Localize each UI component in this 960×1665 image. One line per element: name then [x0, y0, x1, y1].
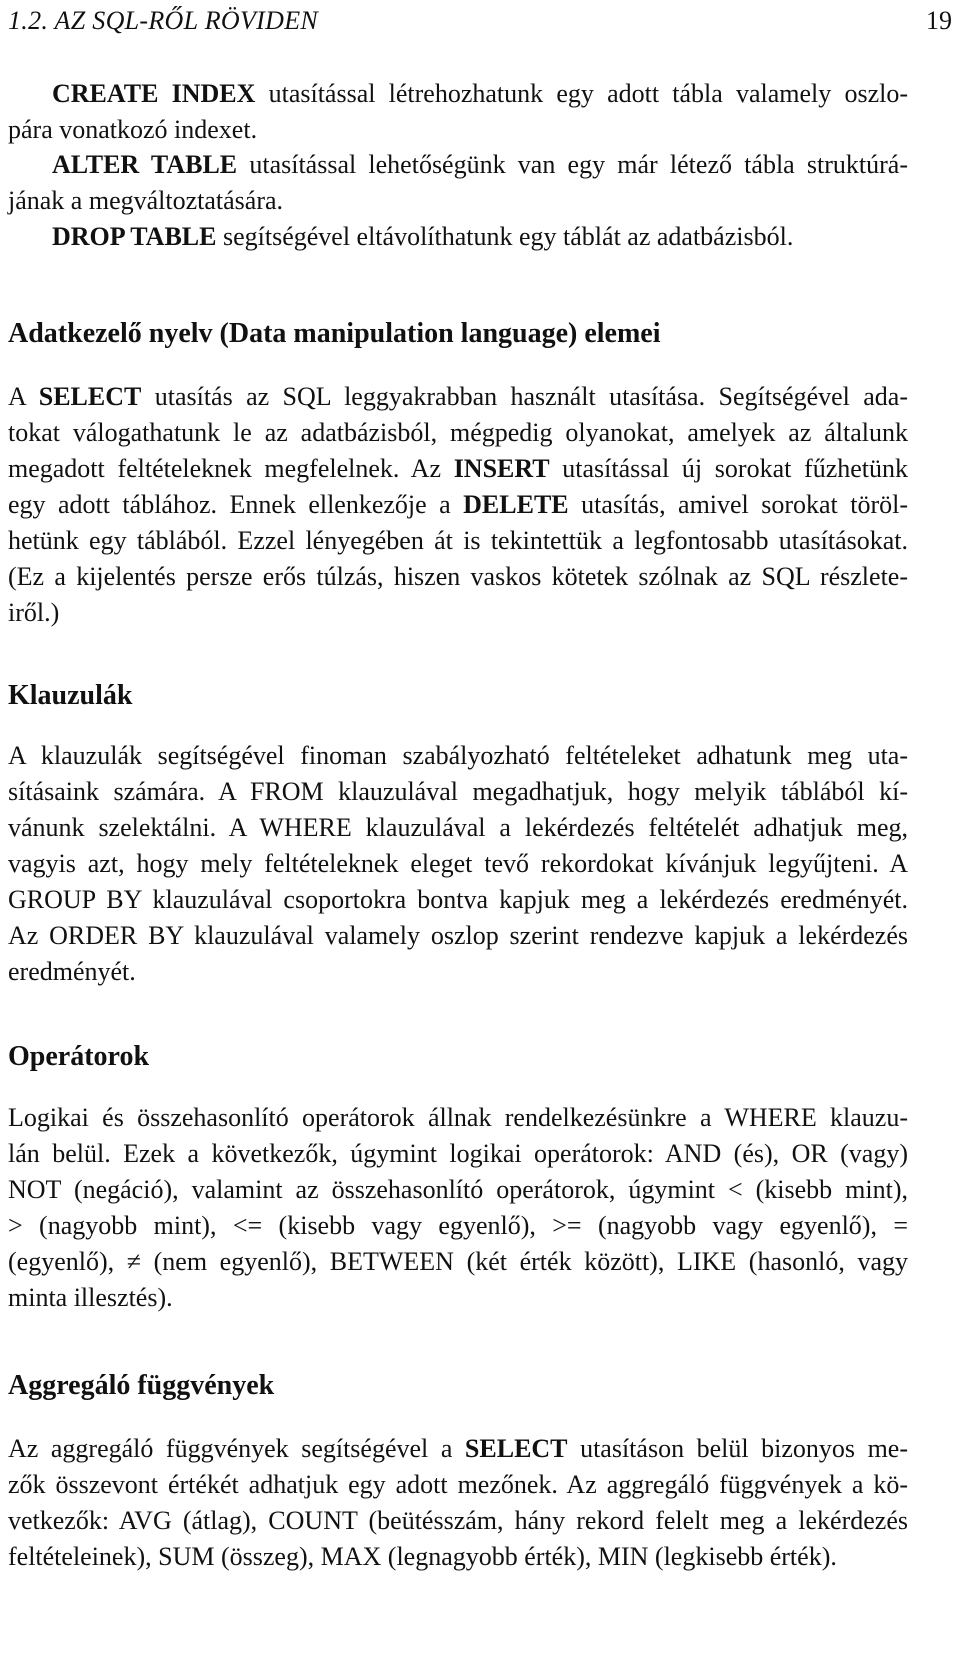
text-line: zők összevont értékét adhatjuk egy adott mezőnek. Az aggregáló függvények a kö- — [8, 1470, 908, 1499]
text-line: vetkezők: AVG (átlag), COUNT (beütésszám, hány rekord felelt meg a lekérdezés — [8, 1506, 908, 1535]
text-line — [8, 379, 908, 415]
text-line: hetünk egy táblából. Ezzel lényegében át is tekintettük a legfontosabb utasításokat. — [8, 526, 908, 555]
section-heading-klauzulak: Klauzulák — [8, 680, 133, 711]
keyword-delete: DELETE — [463, 490, 569, 519]
text-line: NOT (negáció), valamint az összehasonlító operátorok, úgymint < (kisebb mint), — [8, 1175, 908, 1204]
text-run: utasításon belül bizonyos me- — [567, 1434, 909, 1463]
keyword-alter-table: ALTER TABLE — [52, 150, 238, 179]
text-line: (egyenlő), ≠ (nem egyenlő), BETWEEN (két érték között), LIKE (hasonló, vagy — [8, 1247, 908, 1276]
text-run: utasítással új sorokat fűzhetünk — [549, 454, 908, 483]
text-line: vagyis azt, hogy mely feltételeknek eleget tevő rekordokat kívánjuk legyűjteni. A — [8, 849, 908, 878]
text-line — [8, 487, 908, 523]
text-run: megadott feltételeknek megfelelnek. Az — [8, 454, 454, 483]
keyword-create-index: CREATE INDEX — [52, 79, 256, 108]
text-run: segítségével eltávolíthatunk egy táblát az adatbázisból. — [216, 222, 794, 251]
text-line: > (nagyobb mint), <= (kisebb vagy egyenlő), >= (nagyobb vagy egyenlő), = — [8, 1211, 908, 1240]
text-line: eredményét. — [8, 957, 136, 986]
text-line: GROUP BY klauzulával csoportokra bontva kapjuk meg a lekérdezés eredményét. — [8, 885, 908, 914]
text-line: jának a megváltoztatására. — [8, 186, 284, 215]
keyword-select: SELECT — [38, 382, 142, 411]
section-heading-dml: Adatkezelő nyelv (Data manipulation language) elemei — [8, 318, 661, 349]
create-index-paragraph — [8, 76, 908, 148]
text-line: pára vonatkozó indexet. — [8, 115, 258, 144]
text-line: Logikai és összehasonlító operátorok állnak rendelkezésünkre a WHERE klauzu- — [8, 1103, 908, 1132]
text-line — [8, 147, 908, 183]
text-line — [8, 219, 908, 255]
text-run: utasítással lehetőségünk van egy már létező tábla struktúrá- — [237, 150, 908, 179]
text-line: tokat válogathatunk le az adatbázisból, mégpedig olyanokat, amelyek az általunk — [8, 418, 908, 447]
operatorok-paragraph — [8, 1100, 908, 1316]
section-heading-operatorok: Operátorok — [8, 1041, 150, 1072]
text-run: A — [8, 382, 39, 411]
text-line: iről.) — [8, 598, 60, 627]
klauzulak-paragraph — [8, 738, 908, 990]
page-number: 19 — [926, 6, 952, 35]
text-run: utasítással létrehozhatunk egy adott tábla valamely oszlo- — [255, 79, 908, 108]
keyword-insert: INSERT — [453, 454, 550, 483]
keyword-drop-table: DROP TABLE — [52, 222, 217, 251]
section-heading-aggregalo: Aggregáló függvények — [8, 1370, 275, 1401]
text-run: egy adott táblához. Ennek ellenkezője a — [8, 490, 464, 519]
text-line: sításaink számára. A FROM klauzulával megadhatjuk, hogy melyik táblából kí- — [8, 777, 908, 806]
text-line — [8, 76, 908, 112]
running-header — [8, 6, 952, 36]
text-line — [8, 451, 908, 487]
aggregalo-paragraph — [8, 1431, 908, 1575]
text-line — [8, 1431, 908, 1467]
text-run: Az aggregáló függvények segítségével a — [8, 1434, 465, 1463]
text-line: (Ez a kijelentés persze erős túlzás, hiszen vaskos kötetek szólnak az SQL részlete- — [8, 562, 908, 591]
header-title: 1.2. AZ SQL-RŐL RÖVIDEN — [8, 6, 319, 35]
alter-table-paragraph — [8, 147, 908, 219]
text-line: minta illesztés). — [8, 1283, 173, 1312]
text-line: vánunk szelektálni. A WHERE klauzulával a lekérdezés feltételét adhatjuk meg, — [8, 813, 908, 842]
text-line: feltételeinek), SUM (összeg), MAX (legnagyobb érték), MIN (legkisebb érték). — [8, 1542, 837, 1571]
keyword-select: SELECT — [464, 1434, 568, 1463]
text-line: lán belül. Ezek a következők, úgymint logikai operátorok: AND (és), OR (vagy) — [8, 1139, 908, 1168]
dml-paragraph — [8, 379, 908, 631]
text-run: utasítás az SQL leggyakrabban használt utasítása. Segítségével ada- — [141, 382, 909, 411]
text-line: Az ORDER BY klauzulával valamely oszlop szerint rendezve kapjuk a lekérdezés — [8, 921, 908, 950]
text-run: utasítás, amivel sorokat töröl- — [568, 490, 908, 519]
text-line: A klauzulák segítségével finoman szabályozható feltételeket adhatunk meg uta- — [8, 741, 908, 770]
drop-table-paragraph — [8, 219, 908, 255]
